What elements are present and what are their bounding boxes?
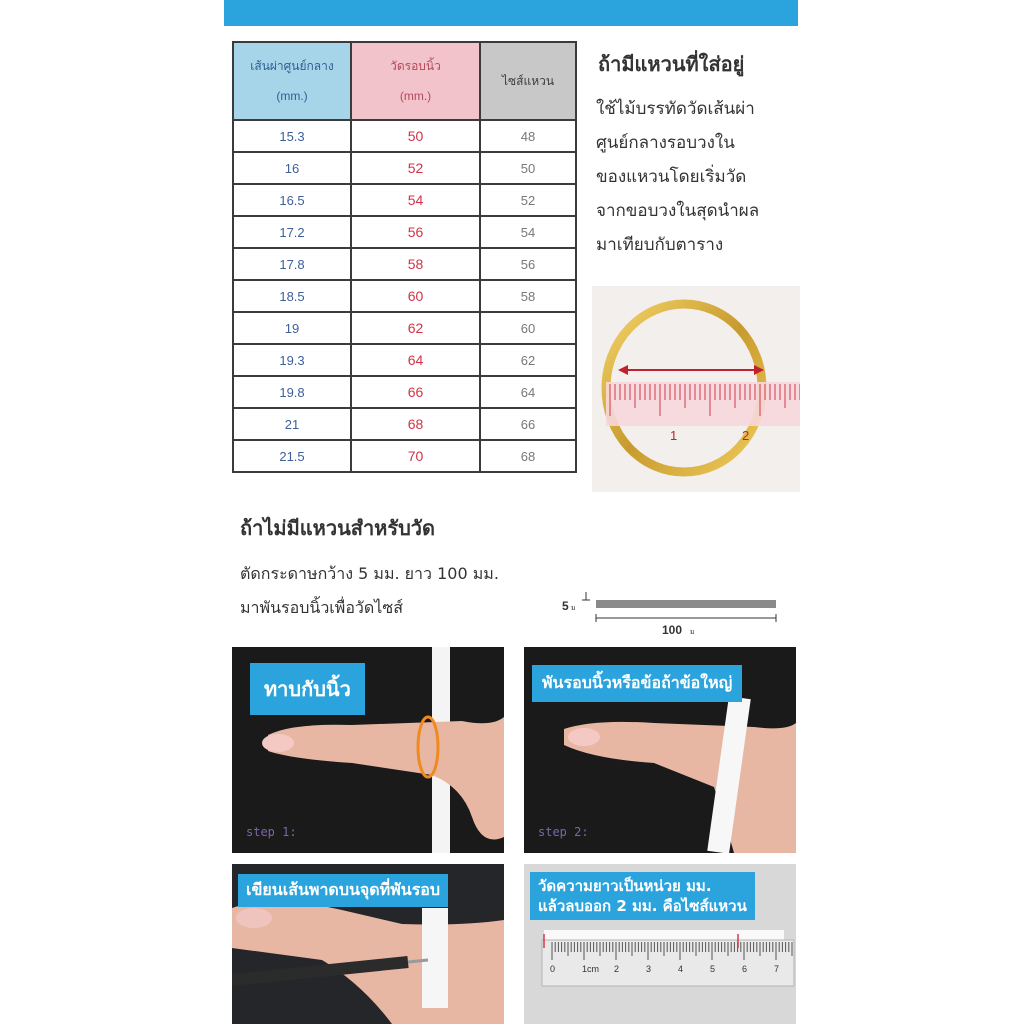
- cell-ring-size: 62: [480, 344, 576, 376]
- cell-diameter: 19.8: [233, 376, 351, 408]
- with-ring-instructions: ใช้ไม้บรรทัดวัดเส้นผ่า ศูนย์กลางรอบวงใน ของแหวนโดยเริ่มวัด จากขอบวงในสุดนำผล มาเทียบกับตาราง: [596, 99, 760, 255]
- step-3-label: เขียนเส้นพาดบนจุดที่พันรอบ: [238, 874, 448, 907]
- ruler-label: 1cm: [582, 964, 600, 974]
- cell-circumference: 66: [351, 376, 480, 408]
- ruler-mark-2: 2: [742, 428, 750, 443]
- header-diameter: เส้นผ่าศูนย์กลาง (mm.): [233, 42, 351, 120]
- step-1-caption: step 1:: [246, 825, 297, 839]
- cell-ring-size: 68: [480, 440, 576, 472]
- step-1-photo: [232, 647, 504, 853]
- header-circumference: วัดรอบนิ้ว (mm.): [351, 42, 480, 120]
- cell-diameter: 18.5: [233, 280, 351, 312]
- top-banner: [224, 0, 798, 26]
- cell-diameter: 15.3: [233, 120, 351, 152]
- cell-diameter: 16: [233, 152, 351, 184]
- table-row: [233, 120, 576, 152]
- cell-ring-size: 56: [480, 248, 576, 280]
- svg-text:ม: ม: [571, 605, 576, 612]
- cell-circumference: 68: [351, 408, 480, 440]
- without-ring-title: ถ้าไม่มีแหวนสำหรับวัด: [240, 516, 436, 540]
- ruler-mark-1: 1: [670, 428, 678, 443]
- strip-width-value: 5: [562, 599, 569, 613]
- ruler-label: 4: [678, 964, 684, 974]
- paper-strip-diagram: [560, 586, 790, 638]
- table-row: [233, 344, 576, 376]
- step-4-photo: [524, 864, 796, 1024]
- table-row: [233, 216, 576, 248]
- without-ring-line-2: มาพันรอบนิ้วเพื่อวัดไซส์: [240, 598, 403, 617]
- cell-ring-size: 60: [480, 312, 576, 344]
- cell-diameter: 21.5: [233, 440, 351, 472]
- ruler-label: 2: [614, 964, 620, 974]
- table-row: [233, 312, 576, 344]
- cell-circumference: 60: [351, 280, 480, 312]
- with-ring-title: ถ้ามีแหวนที่ใส่อยู่: [598, 52, 745, 76]
- cell-circumference: 64: [351, 344, 480, 376]
- cell-circumference: 56: [351, 216, 480, 248]
- cell-ring-size: 48: [480, 120, 576, 152]
- cell-diameter: 19.3: [233, 344, 351, 376]
- header-ring-size: ไซส์แหวน: [480, 42, 576, 120]
- cell-diameter: 21: [233, 408, 351, 440]
- cell-circumference: 58: [351, 248, 480, 280]
- cell-ring-size: 64: [480, 376, 576, 408]
- cell-diameter: 17.2: [233, 216, 351, 248]
- ruler-label: 0: [550, 964, 556, 974]
- ring-measure-photo: [592, 286, 800, 492]
- step-2-photo: [524, 647, 796, 853]
- cell-circumference: 52: [351, 152, 480, 184]
- cell-ring-size: 50: [480, 152, 576, 184]
- without-ring-line-1: ตัดกระดาษกว้าง 5 มม. ยาว 100 มม.: [240, 564, 499, 583]
- table-row: [233, 184, 576, 216]
- ring-size-table: [232, 41, 577, 473]
- table-row: [233, 248, 576, 280]
- step-2-caption: step 2:: [538, 825, 589, 839]
- cell-circumference: 54: [351, 184, 480, 216]
- cell-diameter: 16.5: [233, 184, 351, 216]
- svg-text:ม: ม: [690, 629, 695, 636]
- table-row: [233, 280, 576, 312]
- cell-circumference: 50: [351, 120, 480, 152]
- table-row: [233, 440, 576, 472]
- cell-diameter: 19: [233, 312, 351, 344]
- ruler-label: 6: [742, 964, 748, 974]
- cell-ring-size: 66: [480, 408, 576, 440]
- ruler-label: 7: [774, 964, 780, 974]
- table-header-row: [233, 42, 576, 120]
- cell-ring-size: 52: [480, 184, 576, 216]
- cell-circumference: 70: [351, 440, 480, 472]
- table-row: [233, 408, 576, 440]
- table-row: [233, 376, 576, 408]
- cell-ring-size: 58: [480, 280, 576, 312]
- cell-diameter: 17.8: [233, 248, 351, 280]
- step-3-photo: [232, 864, 504, 1024]
- cell-ring-size: 54: [480, 216, 576, 248]
- cell-circumference: 62: [351, 312, 480, 344]
- strip-length-value: 100: [662, 623, 683, 637]
- table-row: [233, 152, 576, 184]
- step-1-label: ทาบกับนิ้ว: [250, 663, 365, 715]
- ruler-label: 5: [710, 964, 716, 974]
- step-4-label: วัดความยาวเป็นหน่วย มม. แล้วลบออก 2 มม. คือไซส์แหวน: [530, 872, 755, 920]
- ruler-label: 3: [646, 964, 652, 974]
- step-2-label: พันรอบนิ้วหรือข้อถ้าข้อใหญ่: [532, 665, 742, 702]
